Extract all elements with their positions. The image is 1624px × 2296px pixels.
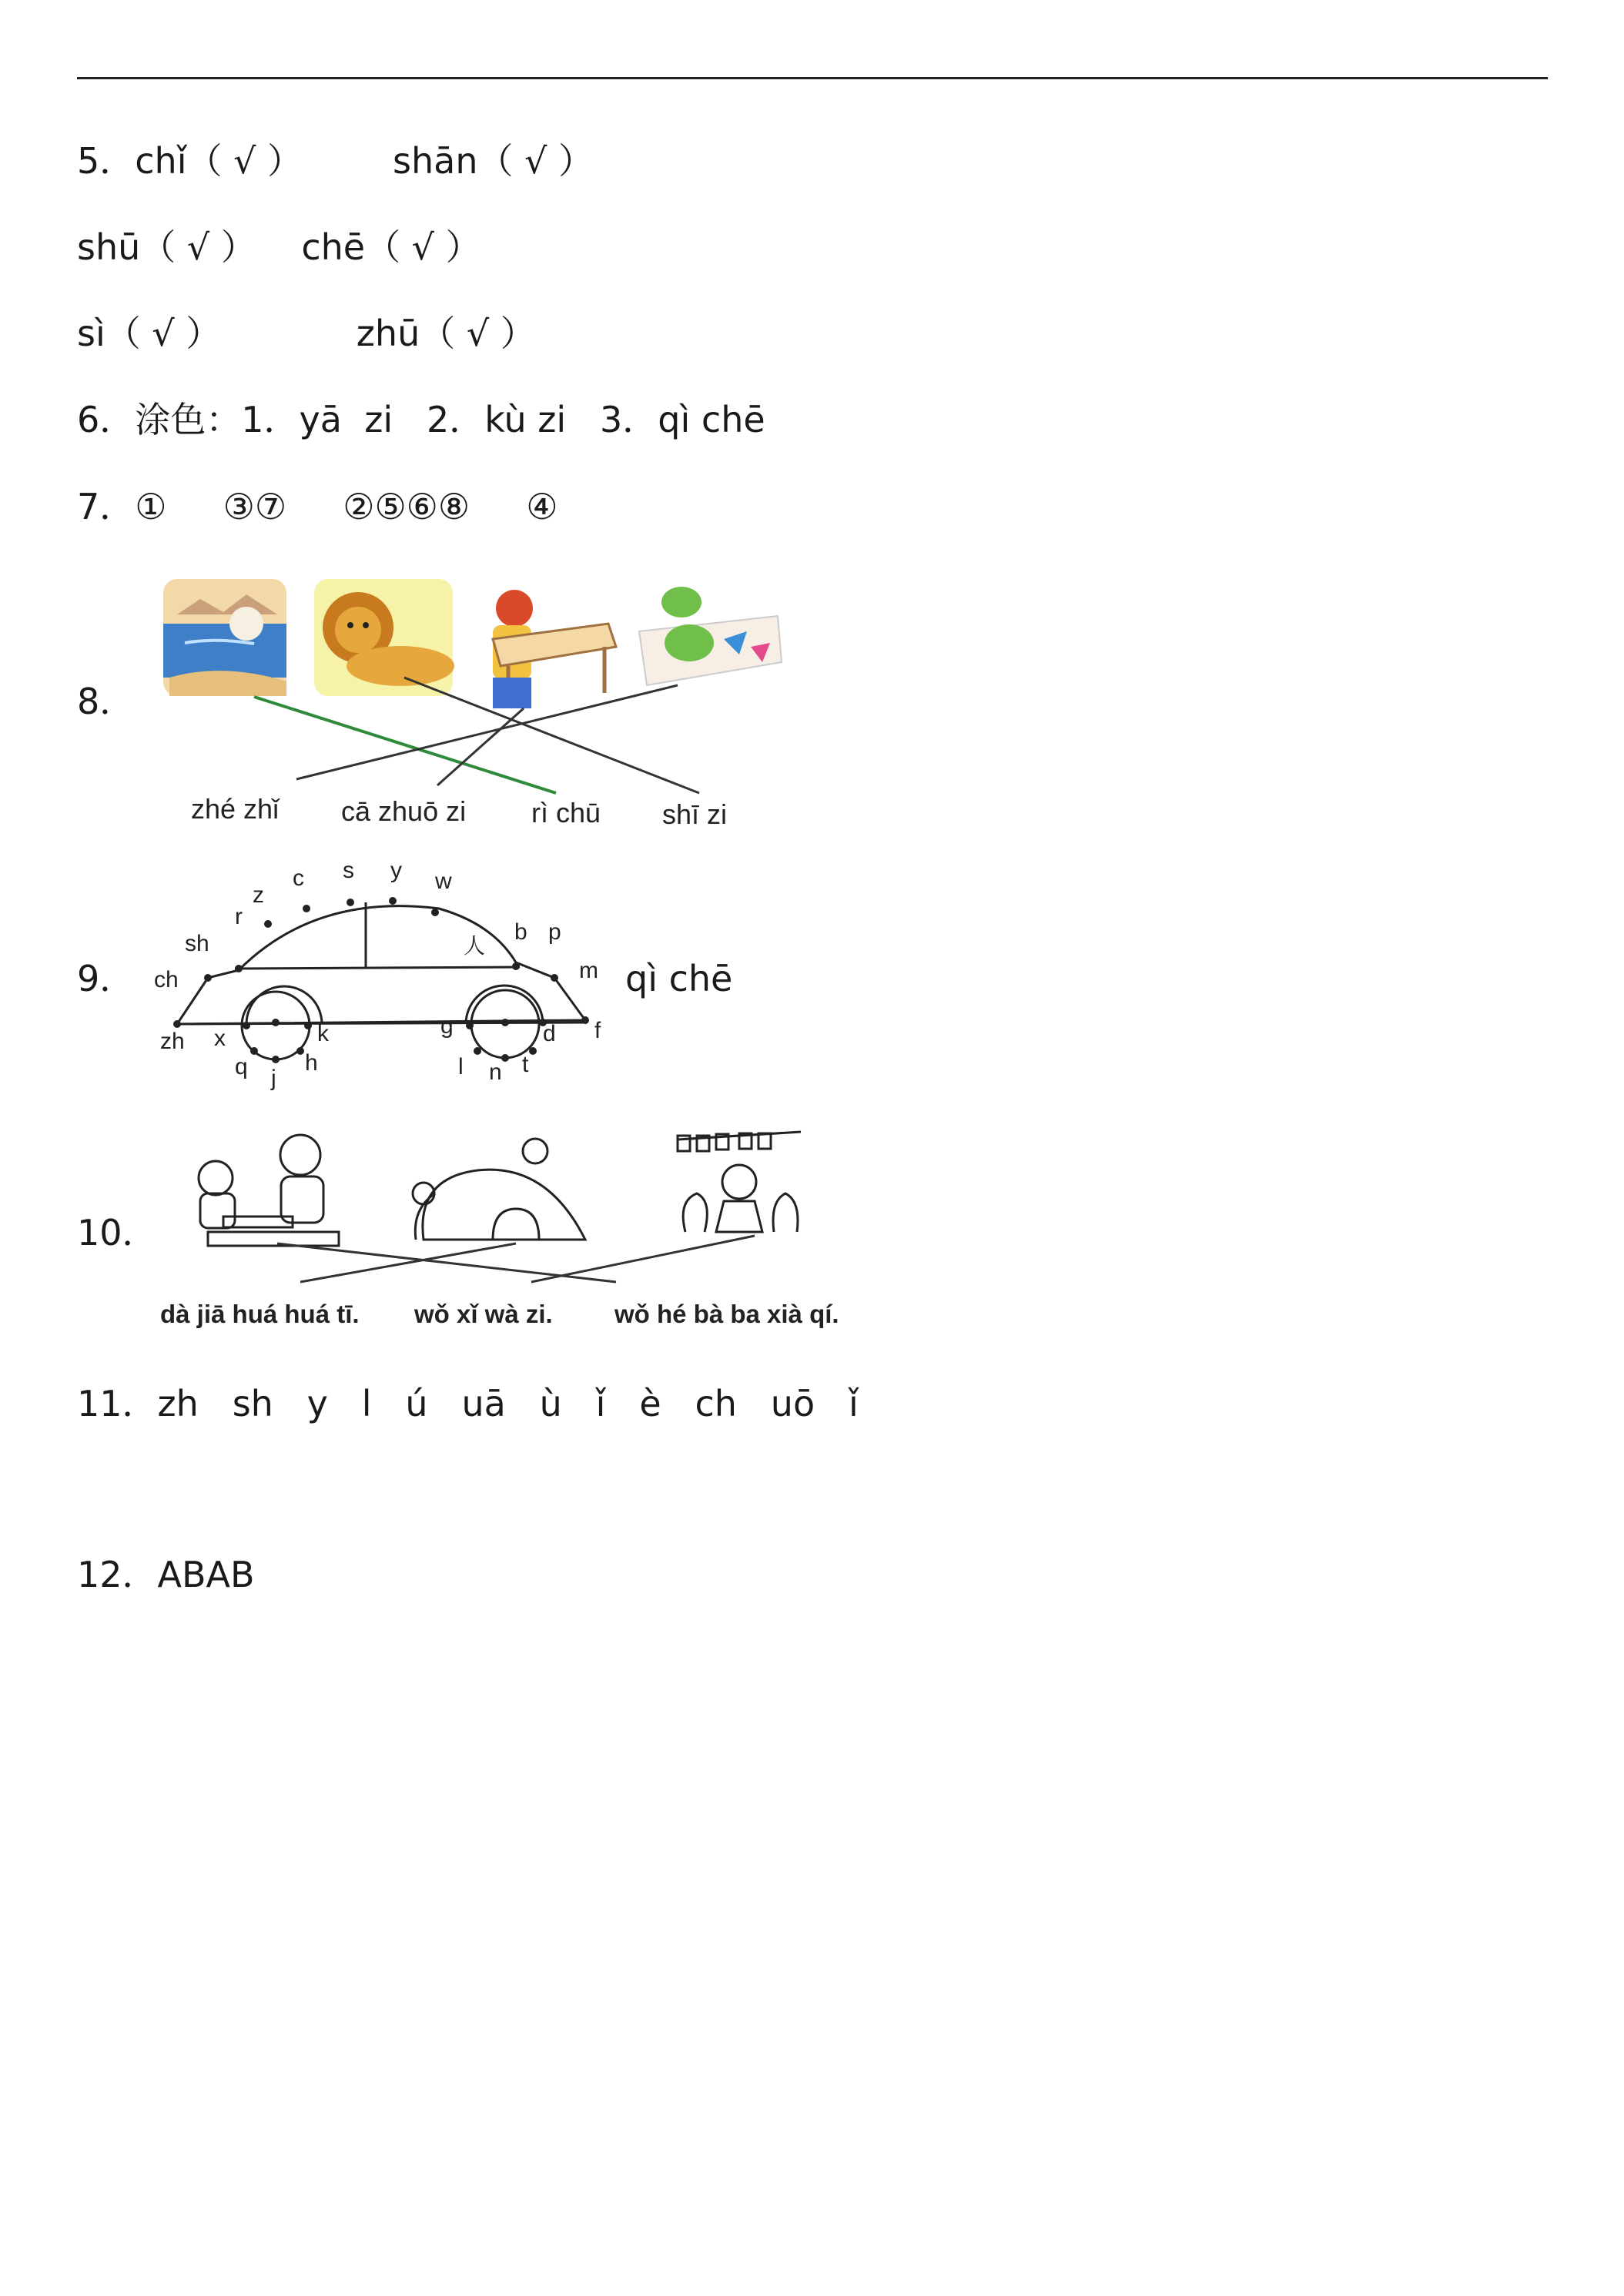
q8-label-1: zhé zhǐ — [191, 793, 280, 825]
q11-answer: 11．zh sh y l ú uā ù ǐ è ch uō ǐ — [77, 1383, 859, 1424]
socks-picture — [678, 1132, 801, 1232]
q10-number: 10． — [77, 1212, 158, 1253]
chess-picture — [199, 1135, 339, 1246]
q5-line3: sì（ √ ） zhū（ √ ） — [77, 313, 536, 354]
q6-answer: 6．涂色：1．yā zi 2．kù zi 3．qì chē — [77, 399, 765, 440]
car-letter: l — [458, 1054, 464, 1079]
car-letter: zh — [160, 1029, 185, 1054]
q10-matching-figure — [185, 1116, 847, 1294]
car-letter: x — [214, 1026, 226, 1051]
q8-label-4: shī zi — [662, 798, 728, 830]
car-letter: q — [235, 1054, 248, 1079]
car-letter: 人 — [464, 934, 486, 958]
car-letter: y — [390, 858, 402, 883]
q8-label-3: rì chū — [531, 797, 601, 828]
car-letter: b — [514, 919, 527, 945]
q8-label-2: cā zhuō zi — [341, 795, 467, 827]
slide-picture — [413, 1139, 585, 1240]
car-letter: p — [548, 919, 561, 945]
q10-sentence-2: wǒ xǐ wà zi. — [414, 1300, 553, 1328]
q9-answer: qì chē — [625, 958, 733, 999]
q12-answer: 12．ABAB — [77, 1554, 255, 1595]
car-letter: k — [317, 1021, 329, 1046]
car-letter: t — [522, 1052, 529, 1077]
paper-folding-picture — [639, 587, 782, 685]
car-letter: sh — [185, 931, 209, 956]
q5-line2: shū（ √ ） chē（ √ ） — [77, 226, 481, 268]
q10-sentence-3: wǒ hé bà ba xià qí. — [614, 1300, 839, 1328]
car-letter: g — [440, 1013, 454, 1039]
car-letter: r — [235, 904, 243, 929]
lion-picture — [314, 579, 454, 696]
match-line-socks — [531, 1236, 755, 1282]
q5-line1: 5．chǐ（ √ ） shān（ √ ） — [77, 140, 594, 182]
q7-answer: 7．① ③⑦ ②⑤⑥⑧ ④ — [77, 486, 558, 527]
car-letter: j — [271, 1066, 276, 1091]
q9-car-figure — [154, 855, 631, 1093]
sunrise-picture — [163, 579, 286, 696]
q9-number: 9． — [77, 958, 136, 999]
q10-sentence-1: dà jiā huá huá tī. — [160, 1300, 360, 1328]
car-letter: m — [579, 958, 598, 983]
cleaning-table-picture — [493, 590, 616, 708]
car-letter: h — [305, 1050, 318, 1076]
car-letter: w — [435, 869, 452, 894]
header-rule — [77, 77, 1548, 79]
car-letter: s — [343, 858, 354, 883]
match-line-paper — [296, 685, 678, 779]
q8-number: 8． — [77, 681, 136, 722]
car-letter: d — [543, 1021, 556, 1046]
q8-matching-figure — [154, 570, 785, 832]
car-letter: f — [594, 1018, 601, 1043]
car-letter: ch — [154, 967, 179, 992]
car-letter: z — [253, 882, 264, 908]
car-letter: c — [293, 865, 304, 891]
match-line-table — [437, 708, 524, 785]
car-letter: n — [489, 1059, 502, 1085]
